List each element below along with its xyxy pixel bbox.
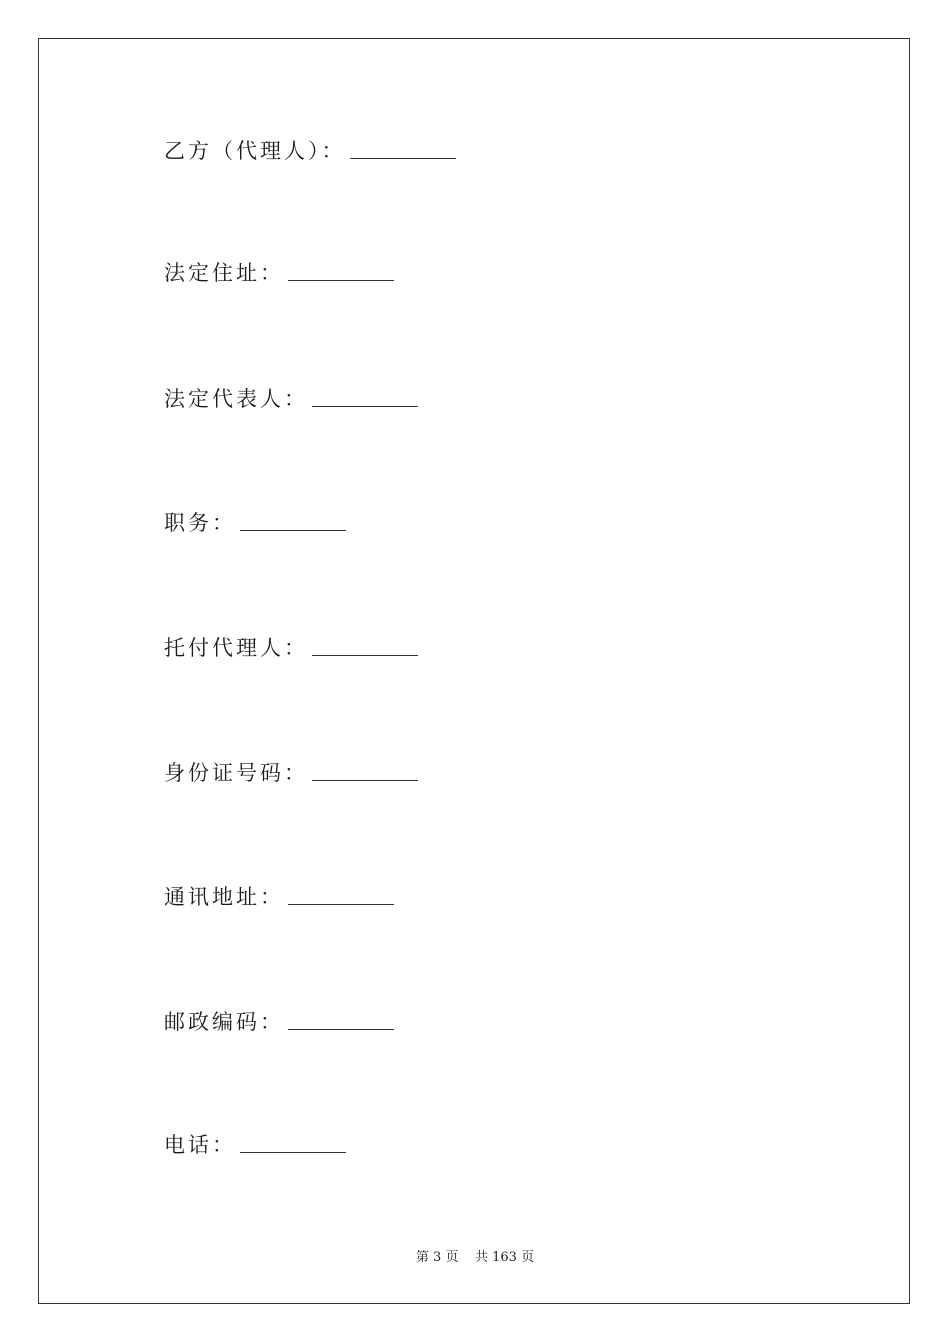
phone-field <box>164 1130 346 1160</box>
fill-in-blank[interactable] <box>312 405 418 407</box>
page-border <box>38 38 910 1304</box>
legal-address-field <box>164 258 394 288</box>
field-label: 邮政编码： <box>164 1010 284 1034</box>
fill-in-blank[interactable] <box>288 903 394 905</box>
fill-in-blank[interactable] <box>240 1151 346 1153</box>
field-label: 法定住址： <box>164 261 284 285</box>
field-label: 托付代理人： <box>164 636 308 660</box>
field-label: 法定代表人： <box>164 387 308 411</box>
fill-in-blank[interactable] <box>312 654 418 656</box>
entrusted-agent-field <box>164 633 418 663</box>
legal-representative-field <box>164 384 418 414</box>
party-b-agent-field <box>164 136 456 166</box>
fill-in-blank[interactable] <box>240 529 346 531</box>
fill-in-blank[interactable] <box>288 1028 394 1030</box>
fill-in-blank[interactable] <box>312 779 418 781</box>
field-label: 乙方（代理人）： <box>164 139 346 163</box>
field-label: 职务： <box>164 511 236 535</box>
position-field <box>164 508 346 538</box>
field-label: 通讯地址： <box>164 885 284 909</box>
mailing-address-field <box>164 882 394 912</box>
page-number-footer: 第 3 页 共 163 页 <box>415 1250 535 1265</box>
field-label: 身份证号码： <box>164 761 308 785</box>
field-label: 电话： <box>164 1133 236 1157</box>
id-number-field <box>164 758 418 788</box>
fill-in-blank[interactable] <box>288 279 394 281</box>
fill-in-blank[interactable] <box>350 157 456 159</box>
postal-code-field <box>164 1007 394 1037</box>
